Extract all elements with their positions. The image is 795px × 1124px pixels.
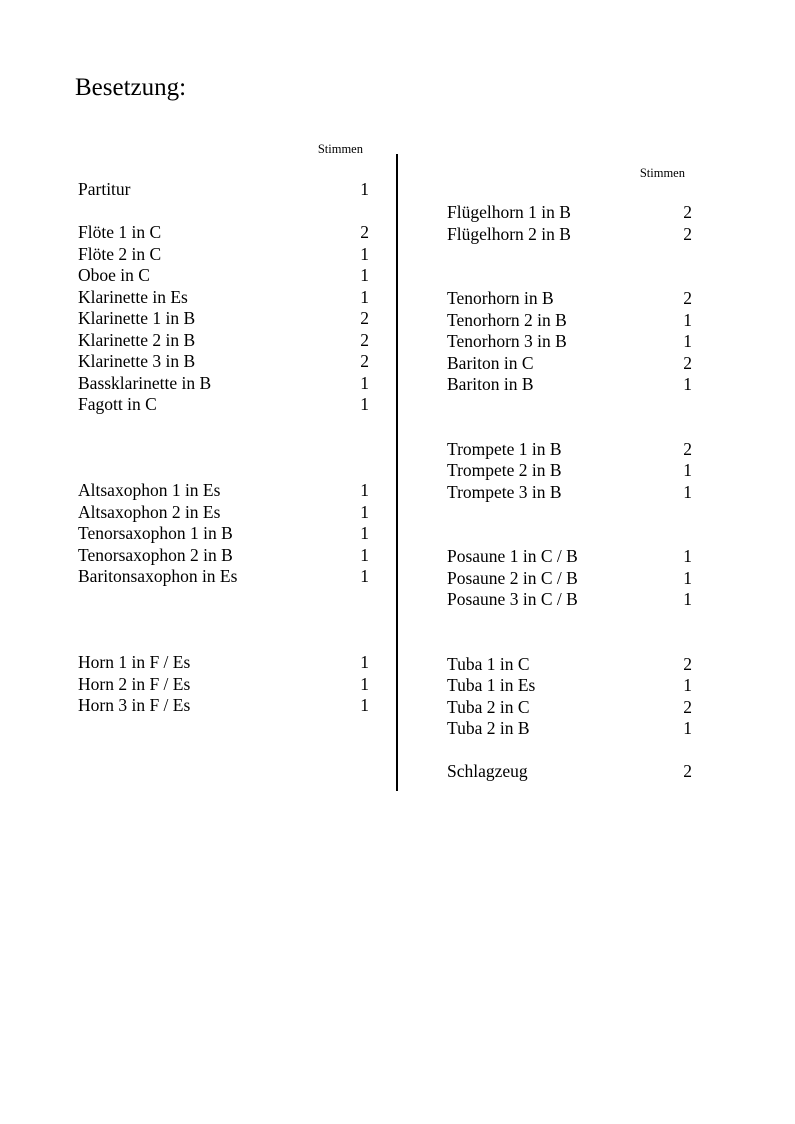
instrument-label: Trompete 3 in B [447, 481, 562, 502]
instrument-label: Posaune 2 in C / B [447, 567, 578, 588]
instrument-group [447, 439, 692, 504]
stimmen-count: 2 [360, 351, 369, 371]
instrument-row [78, 652, 369, 674]
instrument-label: Flöte 1 in C [78, 222, 162, 242]
column-divider [396, 154, 398, 791]
instrument-label: Flügelhorn 1 in B [447, 202, 571, 222]
stimmen-count: 1 [360, 372, 369, 393]
instrument-row [447, 288, 692, 310]
instrument-row [447, 589, 692, 611]
instrument-label: Klarinette 3 in B [78, 351, 196, 371]
stimmen-count: 2 [360, 329, 369, 350]
instrument-row [447, 718, 692, 740]
stimmen-count: 1 [360, 673, 369, 694]
instrument-group [447, 654, 692, 740]
instrument-label: Flöte 2 in C [78, 243, 162, 264]
instrument-label: Oboe in C [78, 265, 150, 285]
stimmen-count: 1 [360, 480, 369, 500]
instrument-column-right [447, 165, 692, 783]
stimmen-count: 2 [683, 202, 692, 222]
instrument-row [447, 202, 692, 224]
instrument-label: Fagott in C [78, 394, 157, 414]
instrument-label: Horn 3 in F / Es [78, 695, 191, 715]
instrument-label: Horn 2 in F / Es [78, 673, 191, 694]
stimmen-column-header: Stimmen [317, 142, 363, 156]
stimmen-count: 1 [683, 675, 692, 695]
instrument-label: Tuba 1 in C [447, 653, 530, 674]
instrument-group [78, 179, 369, 201]
instrument-label: Tenorhorn 2 in B [447, 309, 567, 330]
page-title: Besetzung: [75, 74, 187, 101]
stimmen-count: 2 [683, 696, 692, 717]
instrument-group [78, 480, 369, 588]
instrument-label: Tuba 2 in B [447, 718, 530, 738]
stimmen-count: 2 [360, 222, 369, 242]
instrument-label: Altsaxophon 1 in Es [78, 480, 221, 500]
instrument-row [447, 353, 692, 375]
stimmen-count: 1 [360, 179, 369, 199]
stimmen-count: 2 [360, 308, 369, 328]
instrument-label: Schlagzeug [447, 761, 528, 781]
stimmen-count: 2 [683, 288, 692, 308]
instrument-label: Bassklarinette in B [78, 372, 212, 393]
instrument-row [447, 224, 692, 246]
instrument-row [447, 331, 692, 353]
stimmen-count: 1 [683, 374, 692, 394]
stimmen-count: 1 [360, 286, 369, 307]
stimmen-count: 1 [360, 265, 369, 285]
instrument-group [447, 761, 692, 783]
instrument-row [78, 179, 369, 201]
instrument-list [78, 179, 369, 717]
stimmen-count: 2 [683, 438, 692, 459]
stimmen-count: 1 [683, 589, 692, 609]
stimmen-count: 1 [360, 566, 369, 586]
stimmen-count: 1 [360, 394, 369, 414]
instrument-row [78, 566, 369, 588]
instrument-label: Flügelhorn 2 in B [447, 223, 571, 244]
instrument-row [78, 308, 369, 330]
instrument-label: Tuba 1 in Es [447, 675, 536, 695]
stimmen-count: 2 [683, 352, 692, 373]
instrument-label: Klarinette in Es [78, 286, 188, 307]
instrument-label: Klarinette 2 in B [78, 329, 196, 350]
stimmen-count: 1 [360, 523, 369, 543]
instrument-row [447, 675, 692, 697]
stimmen-count: 1 [683, 718, 692, 738]
instrument-column-left [78, 141, 369, 717]
instrument-group [447, 202, 692, 245]
instrument-label: Tenorhorn 3 in B [447, 331, 567, 351]
instrument-label: Posaune 3 in C / B [447, 589, 578, 609]
stimmen-count: 1 [683, 546, 692, 566]
stimmen-count: 1 [360, 695, 369, 715]
instrument-row [78, 695, 369, 717]
instrument-row [447, 568, 692, 590]
instrument-row [447, 654, 692, 676]
instrument-row [78, 394, 369, 416]
instrument-label: Horn 1 in F / Es [78, 652, 191, 672]
instrument-row [78, 330, 369, 352]
instrument-row [447, 482, 692, 504]
instrument-label: Tuba 2 in C [447, 696, 530, 717]
instrument-label: Tenorsaxophon 1 in B [78, 523, 233, 543]
instrument-row [447, 460, 692, 482]
stimmen-count: 1 [683, 309, 692, 330]
stimmen-count: 1 [683, 567, 692, 588]
stimmen-count: 1 [683, 331, 692, 351]
instrument-row [78, 244, 369, 266]
instrument-label: Tenorsaxophon 2 in B [78, 544, 233, 565]
instrument-group [78, 652, 369, 717]
stimmen-count: 1 [683, 460, 692, 480]
instrument-row [78, 523, 369, 545]
stimmen-count: 1 [683, 481, 692, 502]
instrument-row [78, 502, 369, 524]
instrument-row [447, 439, 692, 461]
stimmen-count: 1 [360, 544, 369, 565]
instrument-row [78, 480, 369, 502]
stimmen-column-header: Stimmen [639, 166, 685, 180]
instrument-row [447, 697, 692, 719]
instrument-row [78, 373, 369, 395]
stimmen-count: 2 [683, 653, 692, 674]
instrument-group [447, 546, 692, 611]
instrument-group [78, 222, 369, 416]
instrument-row [78, 674, 369, 696]
instrument-row [447, 546, 692, 568]
instrument-list [447, 202, 692, 783]
instrument-row [78, 265, 369, 287]
instrument-label: Partitur [78, 179, 131, 199]
stimmen-count: 2 [683, 223, 692, 244]
instrument-row [78, 351, 369, 373]
instrument-label: Tenorhorn in B [447, 288, 554, 308]
instrument-label: Altsaxophon 2 in Es [78, 501, 221, 522]
instrument-row [78, 222, 369, 244]
instrument-label: Trompete 1 in B [447, 438, 562, 459]
stimmen-count: 1 [360, 243, 369, 264]
instrument-label: Bariton in C [447, 352, 534, 373]
instrument-label: Baritonsaxophon in Es [78, 566, 238, 586]
stimmen-count: 1 [360, 652, 369, 672]
instrument-row [447, 761, 692, 783]
instrument-label: Trompete 2 in B [447, 460, 562, 480]
instrument-group [447, 288, 692, 396]
instrument-row [447, 374, 692, 396]
instrument-label: Posaune 1 in C / B [447, 546, 578, 566]
stimmen-count: 1 [360, 501, 369, 522]
instrument-label: Klarinette 1 in B [78, 308, 196, 328]
instrument-row [78, 287, 369, 309]
instrument-row [78, 545, 369, 567]
instrument-row [447, 310, 692, 332]
instrument-label: Bariton in B [447, 374, 534, 394]
stimmen-count: 2 [683, 761, 692, 781]
